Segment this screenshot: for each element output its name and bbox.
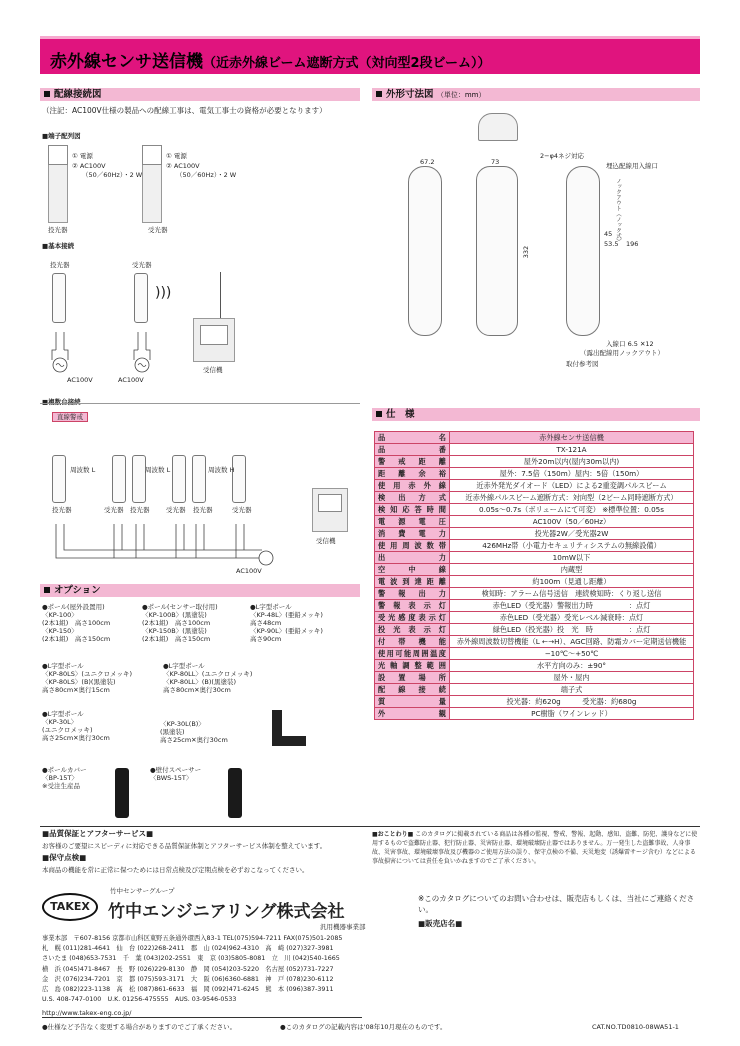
spec-key: 品名 [375,432,450,444]
terminal-receiver-label: 受光器 [148,226,168,234]
wall-spacer-image [228,768,242,818]
rear-view [566,166,600,336]
option-kp100: ●ポール(屋外設置用) 〈KP-100〉 (2本1組) 高さ100cm 〈KP-150〉 (2本1組) 高さ150cm [42,603,111,643]
spec-value: 10mW以下 [450,552,694,564]
spec-table-wrap [374,431,694,720]
spec-row [375,708,694,720]
options-heading: オプション [40,584,360,597]
terminal-heading: ■端子配列図 [42,132,81,140]
spec-key: 設置場所 [375,672,450,684]
spec-key: 警戒距離 [375,456,450,468]
spec-key: 消費電力 [375,528,450,540]
spec-key: 質量 [375,696,450,708]
spec-table [374,431,694,720]
multi-heading: ■複数台接続 [42,398,81,406]
multi-tag: 直線警戒 [52,412,88,422]
option-kp30l: ●L字型ポール 〈KP-30L〉 (ユニクロメッキ) 高さ25cm✕奥行30cm [42,710,110,742]
company-url[interactable]: http://www.takex-eng.co.jp/ [42,1009,362,1018]
emitter-device [52,273,66,323]
basic-heading: ■基本接続 [42,242,75,250]
pole-cover-image [115,768,129,818]
spec-key: 品番 [375,444,450,456]
spec-key: 出力 [375,552,450,564]
spec-row [375,660,694,672]
spec-value: 投光器2W／受光器2W [450,528,694,540]
spec-key: 空中線 [375,564,450,576]
spec-value: 約100m（見通し距離） [450,576,694,588]
signal-waves-icon: ))) [155,285,172,301]
spec-key: 距離余裕 [375,468,450,480]
spec-key: 付帯機能 [375,636,450,648]
spec-value: 屋外：7.5倍（150m）屋内：5倍（150m） [450,468,694,480]
spec-row [375,648,694,660]
dims-heading: 外形寸法図 （単位：mm） [372,88,700,101]
spec-row [375,684,694,696]
spec-row [375,636,694,648]
receiver-device [134,273,148,323]
spec-value: −10℃〜+50℃ [450,648,694,660]
spec-row [375,468,694,480]
spec-key: 使用赤外線 [375,480,450,492]
spec-row [375,444,694,456]
top-view [478,113,518,141]
spec-row [375,528,694,540]
spec-value: 屋外・屋内 [450,672,694,684]
option-kp30lb: 〈KP-30L(B)〉 (黒塗装) 高さ25cm✕奥行30cm [160,720,228,744]
spec-value: 赤外線周波数切替機能（L ←→H）、AGC回路、防霜カバー定期送信機能 [450,636,694,648]
spec-value: 赤色LED（受光器）警報出力時 ：点灯 [450,600,694,612]
spec-row [375,432,694,444]
page-title: 赤外線センサ送信機（近赤外線ビーム遮断方式（対向型2段ビーム）） [50,52,491,72]
office-list: 事業本部 〒607-8156 京都市山科区東野五条通外環西入83-1 TEL(075)594-7211 FAX(075)501-2085 札 幌 (011)281-4641 仙 台 (022)268-2411 郡 山 (024)962-4310 高 崎 (027)327-3981 さいたま (048)653-7531 千 葉 (043)202-2551 東 京 (03)5805-8081 立 川 (042)540-1665 横 浜 (045)471-8467 長 野 (026)229-8130 静 岡 (054)203-5220 名古屋 (052)731-7227 金 沢 (076)234-7201 京 都 (075)593-3171 大 阪 (06)6360-6881 神 戸 (078)230-6112 広 島 (082)223-1138 高 松 (087)861-6633 福 岡 (092)471-6245 熊 本 (096)387-3911 U.S. 408-747-0100 U.K. 01256-475555 AUS. 03-9546-0533 [42,935,343,1004]
option-bp15t: ●ポールカバー 〈BP-15T〉 ※受注生産品 [42,766,87,790]
l-pole-image [262,706,312,750]
spec-value: PC樹脂（ワインレッド） [450,708,694,720]
catalog-number: CAT.NO.TD0810-08WA51-1 [592,1023,679,1031]
option-bws15t: ●壁付スペーサー 〈BWS-15T〉 [150,766,202,782]
multi-receiver-unit [312,488,348,532]
spec-value: 近赤外線パルスビーム遮断方式：対向型（2ビーム同時遮断方式） [450,492,694,504]
spec-value: 投光器：約620g 受光器：約680g [450,696,694,708]
spec-value: 緑色LED（投光器）投 光 時 ：点灯 [450,624,694,636]
spec-key: 投光表示灯 [375,624,450,636]
terminal-block [142,145,162,165]
takex-logo: TAKEX [42,893,98,921]
option-kp100b: ●ポール(センサー取付用) 〈KP-100B〉(黒塗装) (2本1組) 高さ100cm 〈KP-150B〉(黒塗装) (2本1組) 高さ150cm [142,603,218,643]
wiring-note: （注記：AC100V仕様の製品への配線工事は、電気工事士の資格が必要となります） [42,106,327,115]
spec-key: 検出方式 [375,492,450,504]
spec-value: 屋外20m以内(屋内30m以内) [450,456,694,468]
terminal-emitter-label: 投光器 [48,226,68,234]
spec-row [375,672,694,684]
spec-value: 水平方向のみ：±90° [450,660,694,672]
spec-heading: 仕 様 [372,408,700,421]
spec-row [375,576,694,588]
spec-row [375,456,694,468]
option-kp80ll: ●L字型ポール 〈KP-80LL〉(ユニクロメッキ) 〈KP-80LL〉(B)(黒塗装) 高さ80cm✕奥行30cm [163,662,253,694]
spec-row [375,480,694,492]
spec-row [375,552,694,564]
spec-row [375,588,694,600]
spec-value: 赤色LED（受光器）受光レベル減衰時：点灯 [450,612,694,624]
company-name: 竹中エンジニアリング株式会社 [108,902,345,922]
spec-row [375,612,694,624]
spec-value: TX-121A [450,444,694,456]
spec-key: 警報表示灯 [375,600,450,612]
spec-value: 内蔵型 [450,564,694,576]
spec-key: 外観 [375,708,450,720]
front-view [476,166,518,336]
title-bar [40,36,700,74]
multi-wiring-lines [50,518,280,568]
spec-value: 検知時：アラーム信号送信 連続検知時：くり返し送信 [450,588,694,600]
spec-key: 使用可能周囲温度 [375,648,450,660]
spec-key: 使用周波数帯 [375,540,450,552]
terminal-block [48,145,68,165]
spec-key: 受光感度表示灯 [375,612,450,624]
spec-row [375,540,694,552]
spec-key: 警報出力 [375,588,450,600]
spec-key: 検知応答時間 [375,504,450,516]
spec-key: 電源電圧 [375,516,450,528]
spec-value: 426MHz帯（小電力セキュリティシステムの無線設備） [450,540,694,552]
spec-row [375,600,694,612]
notice: ■おことわり■ このカタログに掲載されている商品は各種の監視、警戒、警報、起動、感知、盗難、防犯、護身などに使用するもので盗難防止器、犯行防止器、災害防止器、環境破壊防止器ではありません。万一発生した盗難事故、人身事故、災害事故、環境破壊事故及び機器のご使用方法の誤り、保守点検の不備、天災地変（誘爆雷サージ含む）などによる事故損害については責任を負いかねますのでご了承ください。 [372,831,698,865]
spec-row [375,504,694,516]
spec-row [375,564,694,576]
receiver-unit [193,318,235,362]
side-view [408,166,442,336]
spec-row [375,516,694,528]
spec-row [375,492,694,504]
spec-key: 光軸調整範囲 [375,660,450,672]
wiring-heading: 配線接続図 [40,88,360,101]
spec-row [375,696,694,708]
spec-row [375,624,694,636]
spec-value: 端子式 [450,684,694,696]
option-kp80ls: ●L字型ポール 〈KP-80LS〉(ユニクロメッキ) 〈KP-80LS〉(B)(黒塗装) 高さ80cm✕奥行15cm [42,662,132,694]
spec-value: AC100V（50／60Hz） [450,516,694,528]
option-kp48l: ●L字型ポール 〈KP-48L〉(亜鉛メッキ) 高さ48cm 〈KP-90L〉(亜鉛メッキ) 高さ90cm [250,603,323,643]
spec-value: 0.05s〜0.7s（ボリュームにて可変） ※標準位置：0.05s [450,504,694,516]
spec-key: 電波到達距離 [375,576,450,588]
spec-value: 近赤外発光ダイオード（LED）による2重変調パルスビーム [450,480,694,492]
antenna [220,272,221,318]
spec-key: 配線接続 [375,684,450,696]
spec-value: 赤外線センサ送信機 [450,432,694,444]
